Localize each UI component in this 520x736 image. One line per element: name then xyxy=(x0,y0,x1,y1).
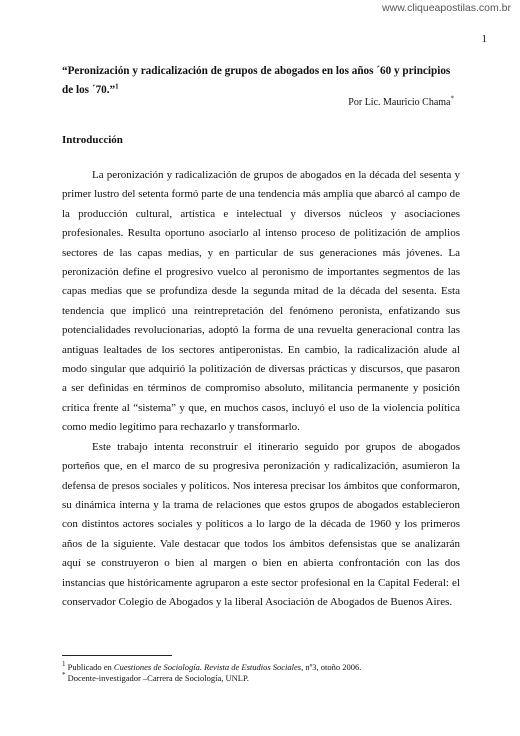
document-title xyxy=(62,62,460,100)
author-name: Por Lic. Mauricio Chama xyxy=(348,97,451,108)
footnote-1-text-before: Publicado en xyxy=(65,662,114,672)
footnote-2 xyxy=(62,673,462,684)
footnote-1-text-after: nº3, otoño 2006. xyxy=(303,662,362,672)
author-line xyxy=(348,94,454,108)
paragraph-2: Este trabajo intenta reconstruir el itinerario seguido por grupos de abogados porteños que, en el marco de su progresiva peronización y radicalización, asumieron la defensa de presos sociales y políticos. Nos interesa precisar los ámbitos que conformaron, su dinámica interna y la trama de relaciones que estos grupos de abogados establecieron con distintos actores sociales y políticos a lo largo de la década de 1960 y los primeros años de la siguiente. Vale destacar que todos los ámbitos defensistas que se analizarán aquí se construyeron o bien al margen o bien en abierta confrontación con las dos instancias que históricamente agruparon a este sector profesional en la Capital Federal: el conservador Colegio de Abogados y la liberal Asociación de Abogados de Buenos Aires. xyxy=(62,440,460,608)
title-text: “Peronización y radicalización de grupos de abogados en los años ´60 y principios de los ´70.” xyxy=(62,65,451,96)
footnote-1 xyxy=(62,662,462,673)
title-footnote-marker: 1 xyxy=(115,82,119,91)
footnote-2-text: Docente-investigador –Carrera de Sociología, UNLP. xyxy=(65,673,249,683)
section-heading: Introducción xyxy=(62,134,123,146)
watermark: www.cliqueapostilas.com.br xyxy=(382,2,511,14)
footnote-2-marker: * xyxy=(62,671,66,680)
page-number: 1 xyxy=(481,33,487,45)
paragraph-1: La peronización y radicalización de grupos de abogados en la década del sesenta y primer lustro del setenta formó parte de una tendencia más amplia que abarcó al campo de la producción cultural, artística e intelectual y diversos núcleos y asociaciones profesionales. Resulta oportuno asociarlo al intenso proceso de politización de amplios sectores de las capas medias, y en particular de sus generaciones más jóvenes. La peronización define el progresivo vuelco al peronismo de importantes segmentos de las capas medias que se profundiza desde la segunda mitad de la década del sesenta. Esta tendencia que implicó una reintrepretación del fenómeno peronista, enfatizando sus potencialidades revolucionarias, adoptó la forma de una revuelta generacional contra las antiguas lealtades de los sectores antiperonistas. En cambio, la radicalización alude al modo singular que adquirió la politización de diversas prácticas y discursos, que pasaron a ser definidas en términos de compromiso absoluto, militancia permanente y posición crítica frente al “sistema” y que, en muchos casos, incluyó el uso de la violencia política como medio legítimo para rechazarlo y transformarlo. xyxy=(62,169,460,434)
footnote-1-journal: Cuestiones de Sociología. Revista de Estudios Sociales, xyxy=(113,662,304,672)
footnotes xyxy=(62,662,462,684)
body-text xyxy=(62,166,460,612)
footnote-divider xyxy=(62,655,172,656)
author-footnote-marker: * xyxy=(450,94,454,103)
footnote-1-marker: 1 xyxy=(62,660,66,669)
